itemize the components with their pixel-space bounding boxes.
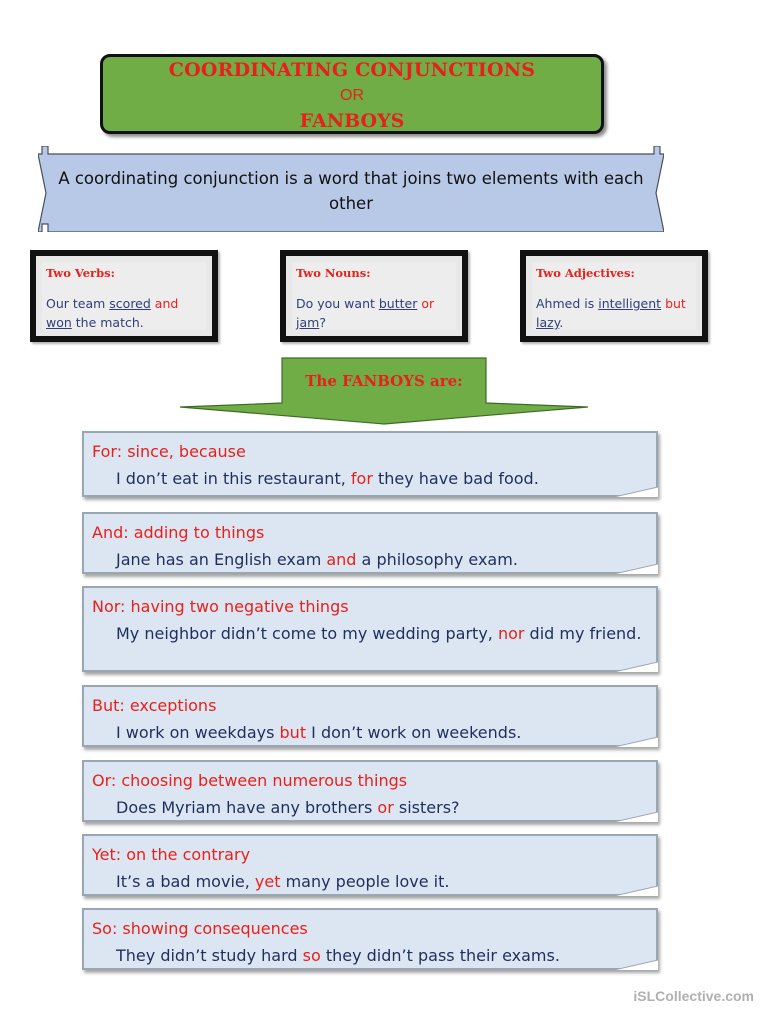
example-text: Do you want (296, 296, 379, 311)
card-heading: But: exceptions (92, 696, 217, 715)
definition-banner (38, 146, 664, 232)
fanboys-card-or (82, 760, 658, 822)
example-box-verbs (30, 250, 218, 342)
example-conjunction: but (665, 296, 686, 311)
fanboys-card-for (82, 431, 658, 497)
example-underlined-word: won (46, 315, 72, 330)
example-box-adjectives (520, 250, 708, 342)
conjunction-keyword: or (377, 798, 394, 817)
example-body (296, 294, 456, 332)
fanboys-card-so (82, 908, 658, 970)
card-example: I work on weekdays but I don’t work on weekends. (116, 723, 522, 742)
example-text: the match. (71, 315, 144, 330)
example-text: ? (319, 315, 326, 330)
example-underlined-word: butter (378, 296, 418, 311)
example-conjunction: or (417, 296, 435, 311)
example-text: . (559, 315, 564, 330)
example-underlined-word: jam (296, 315, 320, 330)
example-conjunction: and (150, 296, 179, 311)
fanboys-label: The FANBOYS are: (305, 372, 463, 390)
card-heading: For: since, because (92, 442, 246, 461)
card-example: Does Myriam have any brothers or sisters? (116, 798, 460, 817)
page-curl-icon (614, 662, 658, 672)
card-heading: And: adding to things (92, 523, 265, 542)
fanboys-card-but (82, 685, 658, 747)
title-or: OR (340, 87, 364, 104)
example-box-nouns (280, 250, 468, 342)
example-body (46, 294, 206, 332)
fanboys-card-nor (82, 586, 658, 672)
page-curl-icon (614, 564, 658, 574)
card-heading: Nor: having two negative things (92, 597, 349, 616)
down-arrow-icon (178, 357, 590, 425)
card-example: It’s a bad movie, yet many people love it. (116, 872, 450, 891)
card-example: I don’t eat in this restaurant, for they have bad food. (116, 469, 539, 488)
card-heading: Yet: on the contrary (92, 845, 251, 864)
page-curl-icon (614, 960, 658, 970)
card-example: My neighbor didn’t come to my wedding party, nor did my friend. (116, 624, 642, 643)
page-curl-icon (614, 737, 658, 747)
title-banner (100, 54, 604, 134)
conjunction-keyword: nor (497, 624, 525, 643)
conjunction-keyword: but (279, 723, 307, 742)
fanboys-card-and (82, 512, 658, 574)
conjunction-keyword: for (350, 469, 373, 488)
conjunction-keyword: yet (254, 872, 281, 891)
example-body (536, 294, 696, 332)
fanboys-arrow (178, 357, 590, 425)
card-example: They didn’t study hard so they didn’t pass their exams. (116, 946, 560, 965)
title-main: COORDINATING CONJUNCTIONS (168, 59, 536, 81)
watermark: iSLCollective.com (633, 988, 754, 1004)
definition-text: A coordinating conjunction is a word that joins two elements with each other (58, 169, 644, 213)
page-curl-icon (614, 812, 658, 822)
page-curl-icon (614, 487, 658, 497)
card-heading: So: showing consequences (92, 919, 308, 938)
conjunction-keyword: so (302, 946, 321, 965)
example-underlined-word: intelligent (598, 296, 662, 311)
conjunction-keyword: and (326, 550, 357, 569)
example-text: Ahmed is (536, 296, 599, 311)
card-heading: Or: choosing between numerous things (92, 771, 408, 790)
example-text: Our team (46, 296, 110, 311)
title-fanboys: FANBOYS (299, 110, 405, 132)
example-underlined-word: scored (109, 296, 151, 311)
page-curl-icon (614, 886, 658, 896)
card-example: Jane has an English exam and a philosophy exam. (116, 550, 518, 569)
example-title: Two Nouns: (296, 266, 371, 280)
example-title: Two Adjectives: (536, 266, 635, 280)
example-title: Two Verbs: (46, 266, 115, 280)
fanboys-card-yet (82, 834, 658, 896)
example-underlined-word: lazy (536, 315, 560, 330)
